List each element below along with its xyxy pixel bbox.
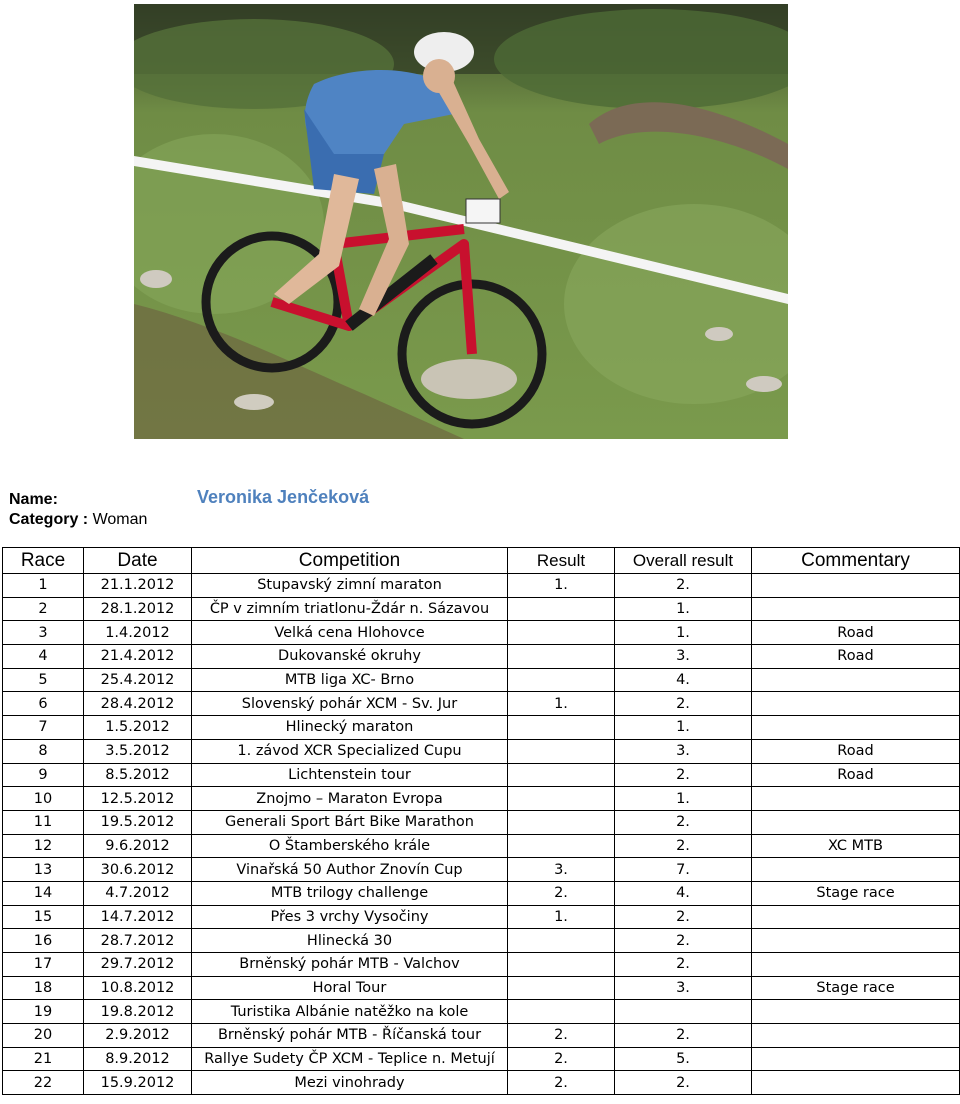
category-value: Woman [92, 511, 148, 528]
table-row [3, 668, 960, 692]
cell-result [508, 597, 615, 621]
cell-result: 1. [508, 574, 615, 598]
table-row [3, 834, 960, 858]
cell-overall: 1. [615, 597, 752, 621]
cell-date: 9.6.2012 [84, 834, 192, 858]
cell-result [508, 976, 615, 1000]
cell-competition: Velká cena Hlohovce [192, 621, 508, 645]
cell-result [508, 834, 615, 858]
table-row [3, 645, 960, 669]
cell-overall: 2. [615, 834, 752, 858]
cell-competition: ČP v zimním triatlonu-Ždár n. Sázavou [192, 597, 508, 621]
cell-competition: Rallye Sudety ČP XCM - Teplice n. Metují [192, 1047, 508, 1071]
cell-race: 1 [3, 574, 84, 598]
cell-result: 2. [508, 881, 615, 905]
cell-date: 19.8.2012 [84, 1000, 192, 1024]
cell-result [508, 739, 615, 763]
cell-race: 14 [3, 881, 84, 905]
cell-competition: Stupavský zimní maraton [192, 574, 508, 598]
cell-result [508, 1000, 615, 1024]
cell-overall: 3. [615, 976, 752, 1000]
name-label: Name: [9, 491, 58, 508]
cell-competition: Dukovanské okruhy [192, 645, 508, 669]
cell-competition: Brněnský pohár MTB - Valchov [192, 953, 508, 977]
cell-overall: 2. [615, 810, 752, 834]
cell-result: 1. [508, 905, 615, 929]
cell-competition: O Štamberského krále [192, 834, 508, 858]
cell-competition: Hlinecký maraton [192, 716, 508, 740]
cell-overall: 2. [615, 574, 752, 598]
table-row [3, 858, 960, 882]
cell-race: 9 [3, 763, 84, 787]
cell-competition: Hlinecká 30 [192, 929, 508, 953]
cell-date: 8.9.2012 [84, 1047, 192, 1071]
cell-overall [615, 1000, 752, 1024]
table-header-row [3, 548, 960, 574]
cell-competition: Brněnský pohár MTB - Říčanská tour [192, 1024, 508, 1048]
cell-result [508, 929, 615, 953]
cell-overall: 3. [615, 739, 752, 763]
cell-competition: Turistika Albánie natěžko na kole [192, 1000, 508, 1024]
cell-race: 18 [3, 976, 84, 1000]
cell-date: 19.5.2012 [84, 810, 192, 834]
cell-competition: Vinařská 50 Author Znovín Cup [192, 858, 508, 882]
cell-overall: 4. [615, 668, 752, 692]
cell-race: 12 [3, 834, 84, 858]
table-row [3, 1071, 960, 1095]
table-row [3, 692, 960, 716]
cell-commentary: Road [752, 763, 960, 787]
cell-date: 29.7.2012 [84, 953, 192, 977]
cell-result [508, 787, 615, 811]
table-row [3, 597, 960, 621]
cell-date: 4.7.2012 [84, 881, 192, 905]
cell-race: 3 [3, 621, 84, 645]
cell-competition: Slovenský pohár XCM - Sv. Jur [192, 692, 508, 716]
cell-commentary: Stage race [752, 976, 960, 1000]
header-overall-result: Overall result [615, 548, 752, 574]
header-competition: Competition [192, 548, 508, 574]
cell-result [508, 763, 615, 787]
category-label: Category : [9, 511, 89, 528]
table-row [3, 1024, 960, 1048]
cell-commentary: Road [752, 645, 960, 669]
cell-overall: 2. [615, 1024, 752, 1048]
cell-race: 15 [3, 905, 84, 929]
cell-race: 11 [3, 810, 84, 834]
cell-commentary [752, 716, 960, 740]
cell-date: 1.4.2012 [84, 621, 192, 645]
cell-date: 8.5.2012 [84, 763, 192, 787]
cell-overall: 2. [615, 929, 752, 953]
cell-race: 19 [3, 1000, 84, 1024]
cell-result: 3. [508, 858, 615, 882]
cell-overall: 4. [615, 881, 752, 905]
header-date: Date [84, 548, 192, 574]
cell-result [508, 716, 615, 740]
athlete-name: Veronika Jenčeková [197, 487, 370, 507]
table-row [3, 739, 960, 763]
cell-race: 17 [3, 953, 84, 977]
cell-date: 2.9.2012 [84, 1024, 192, 1048]
cell-race: 22 [3, 1071, 84, 1095]
cell-commentary [752, 668, 960, 692]
cell-overall: 2. [615, 905, 752, 929]
cell-date: 1.5.2012 [84, 716, 192, 740]
table-row [3, 716, 960, 740]
cell-competition: Přes 3 vrchy Vysočiny [192, 905, 508, 929]
header-race: Race [3, 548, 84, 574]
cell-overall: 2. [615, 1071, 752, 1095]
cell-competition: Lichtenstein tour [192, 763, 508, 787]
cell-date: 30.6.2012 [84, 858, 192, 882]
cell-date: 21.4.2012 [84, 645, 192, 669]
cell-commentary [752, 929, 960, 953]
cell-date: 14.7.2012 [84, 905, 192, 929]
cell-overall: 3. [615, 645, 752, 669]
cell-date: 28.4.2012 [84, 692, 192, 716]
category-row [9, 511, 147, 529]
cell-commentary: Stage race [752, 881, 960, 905]
cell-result [508, 645, 615, 669]
cell-overall: 2. [615, 692, 752, 716]
cell-date: 12.5.2012 [84, 787, 192, 811]
cell-race: 8 [3, 739, 84, 763]
cell-race: 20 [3, 1024, 84, 1048]
cell-commentary [752, 905, 960, 929]
cell-result: 1. [508, 692, 615, 716]
table-row [3, 976, 960, 1000]
cell-overall: 1. [615, 621, 752, 645]
cell-date: 3.5.2012 [84, 739, 192, 763]
header-commentary: Commentary [752, 548, 960, 574]
cell-result: 2. [508, 1071, 615, 1095]
table-row [3, 929, 960, 953]
results-table [2, 547, 960, 1095]
cell-overall: 1. [615, 787, 752, 811]
cell-commentary: Road [752, 739, 960, 763]
cell-result: 2. [508, 1047, 615, 1071]
cell-competition: MTB liga XC- Brno [192, 668, 508, 692]
cell-commentary [752, 810, 960, 834]
cell-race: 2 [3, 597, 84, 621]
cell-race: 6 [3, 692, 84, 716]
cell-commentary [752, 858, 960, 882]
cell-competition: Znojmo – Maraton Evropa [192, 787, 508, 811]
table-row [3, 574, 960, 598]
table-row [3, 881, 960, 905]
cell-date: 28.1.2012 [84, 597, 192, 621]
table-row [3, 787, 960, 811]
cell-result: 2. [508, 1024, 615, 1048]
cell-result [508, 668, 615, 692]
cell-commentary [752, 953, 960, 977]
cell-overall: 1. [615, 716, 752, 740]
cell-commentary [752, 597, 960, 621]
cell-competition: Horal Tour [192, 976, 508, 1000]
table-row [3, 763, 960, 787]
cell-overall: 2. [615, 953, 752, 977]
cell-result [508, 810, 615, 834]
table-row [3, 1000, 960, 1024]
cell-competition: 1. závod XCR Specialized Cupu [192, 739, 508, 763]
cell-date: 21.1.2012 [84, 574, 192, 598]
cell-commentary [752, 1071, 960, 1095]
cell-commentary [752, 1024, 960, 1048]
cell-race: 13 [3, 858, 84, 882]
header-result: Result [508, 548, 615, 574]
cell-overall: 7. [615, 858, 752, 882]
cell-race: 7 [3, 716, 84, 740]
cell-result [508, 953, 615, 977]
cell-race: 21 [3, 1047, 84, 1071]
table-row [3, 905, 960, 929]
cell-overall: 2. [615, 763, 752, 787]
cell-date: 10.8.2012 [84, 976, 192, 1000]
cell-competition: MTB trilogy challenge [192, 881, 508, 905]
cell-commentary [752, 1000, 960, 1024]
cell-race: 5 [3, 668, 84, 692]
table-row [3, 953, 960, 977]
cell-race: 16 [3, 929, 84, 953]
cell-commentary: XC MTB [752, 834, 960, 858]
table-row [3, 621, 960, 645]
cell-commentary [752, 574, 960, 598]
table-row [3, 1047, 960, 1071]
cell-date: 15.9.2012 [84, 1071, 192, 1095]
cell-commentary [752, 787, 960, 811]
cell-competition: Mezi vinohrady [192, 1071, 508, 1095]
cell-commentary: Road [752, 621, 960, 645]
cell-race: 10 [3, 787, 84, 811]
rider-photo [134, 4, 788, 439]
cell-competition: Generali Sport Bárt Bike Marathon [192, 810, 508, 834]
cell-overall: 5. [615, 1047, 752, 1071]
cell-race: 4 [3, 645, 84, 669]
cell-date: 28.7.2012 [84, 929, 192, 953]
cell-commentary [752, 692, 960, 716]
cell-date: 25.4.2012 [84, 668, 192, 692]
cell-commentary [752, 1047, 960, 1071]
cell-result [508, 621, 615, 645]
table-row [3, 810, 960, 834]
